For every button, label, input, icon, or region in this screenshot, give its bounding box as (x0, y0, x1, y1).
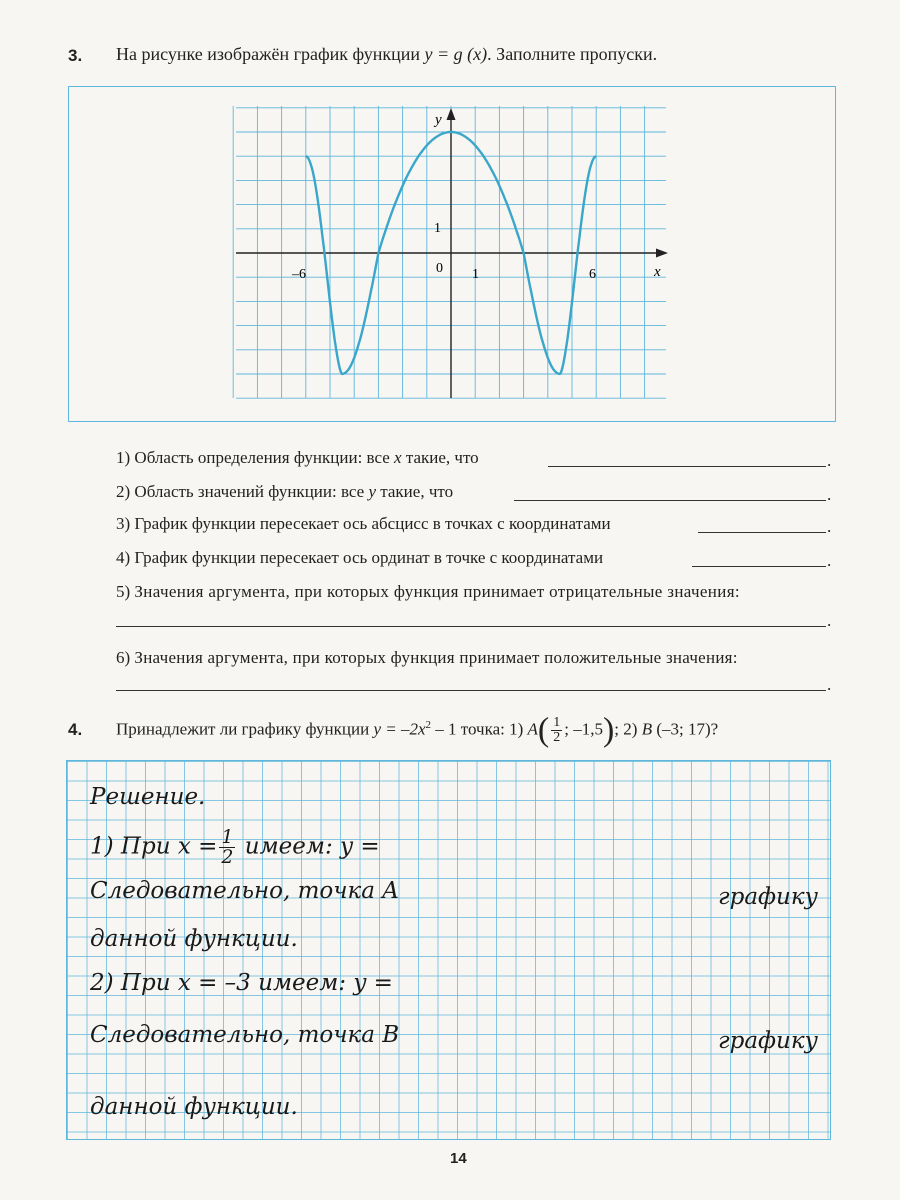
question-1-text-end: такие, что (401, 448, 479, 467)
origin-label: 0 (436, 261, 443, 276)
task-3-function: y = g (x) (424, 44, 488, 64)
answer-dot-2: . (827, 485, 832, 504)
point-a-fraction-num: 1 (553, 715, 561, 730)
y-axis-label: y (435, 112, 442, 128)
question-3-number: 3) (116, 514, 131, 533)
question-1-text: Область определения функции: все (134, 448, 395, 467)
solution-line-1 (90, 828, 380, 867)
x-axis-arrow (656, 249, 668, 258)
task-4-function-exp: 2 (425, 718, 432, 731)
question-2-var: y (368, 482, 376, 501)
question-5-text: Значения аргумента, при которых функция принимает отрицательные значения: (134, 582, 740, 601)
answer-line-3[interactable] (698, 532, 826, 533)
task-3-text-suffix: . Заполните пропуски. (487, 44, 658, 64)
question-6-text: Значения аргумента, при которых функция принимает положительные значения: (134, 648, 738, 667)
point-a-label: A (527, 719, 538, 739)
task-3-number: 3. (68, 46, 83, 65)
point-b-coords: (–3; 17)? (652, 719, 719, 739)
answer-line-6[interactable] (116, 690, 826, 691)
solution-line-4: 2) При x = –3 имеем: y = (90, 970, 393, 996)
x-axis-label: x (654, 264, 661, 280)
question-1 (116, 448, 479, 468)
page-number: 14 (450, 1150, 467, 1167)
question-2 (116, 482, 453, 502)
tick-x-1: 1 (472, 267, 479, 282)
task-4-mid: ; 2) (614, 719, 642, 739)
question-3-text: График функции пересекает ось абсцисс в точках с координатами (134, 514, 611, 533)
answer-dot-5: . (827, 611, 832, 630)
point-b-label: B (641, 719, 653, 739)
solution-fraction (219, 828, 235, 867)
task-4-text-prefix: Принадлежит ли графику функции (116, 719, 374, 739)
answer-dot-1: . (827, 451, 832, 470)
answer-line-2[interactable] (514, 500, 826, 501)
task-4-function: y = –2x (373, 719, 426, 739)
answer-line-5[interactable] (116, 626, 826, 627)
task-4-function-rest: – 1 точка: 1) (431, 719, 528, 739)
solution-line-3: данной функции. (90, 926, 298, 952)
question-6 (116, 648, 738, 668)
solution-fraction-den: 2 (221, 846, 234, 868)
task-4-number: 4. (68, 720, 83, 739)
question-2-number: 2) (116, 482, 131, 501)
solution-fraction-num: 1 (221, 826, 234, 848)
graph-axes (236, 108, 668, 398)
question-2-text-end: такие, что (375, 482, 454, 501)
task-4-text (116, 711, 719, 749)
question-1-var: x (394, 448, 402, 467)
y-axis-arrow (447, 108, 456, 120)
point-a-close-paren: ) (602, 711, 615, 749)
answer-dot-6: . (827, 675, 832, 694)
solution-line-2-right: графику (718, 884, 818, 910)
point-a-open-paren: ( (537, 711, 550, 749)
question-6-number: 6) (116, 648, 131, 667)
question-5 (116, 582, 740, 602)
point-a-rest: ; –1,5 (564, 719, 603, 739)
solution-line-5: Следовательно, точка B (90, 1022, 400, 1048)
graph-grid (233, 106, 666, 398)
point-a-fraction-den: 2 (553, 730, 561, 745)
solution-line-2: Следовательно, точка A (90, 878, 399, 904)
task-3-text-prefix: На рисунке изображён график функции (116, 44, 425, 64)
question-4-text: График функции пересекает ось ординат в точке с координатами (134, 548, 604, 567)
tick-x-neg6: –6 (292, 267, 306, 282)
solution-line-1-post: имеем: y = (237, 833, 380, 860)
question-4 (116, 548, 603, 568)
answer-line-1[interactable] (548, 466, 826, 467)
question-5-number: 5) (116, 582, 131, 601)
tick-y-1: 1 (434, 221, 441, 236)
solution-heading: Решение. (90, 784, 206, 810)
question-2-text: Область значений функции: все (134, 482, 369, 501)
solution-line-5-right: графику (718, 1028, 818, 1054)
question-1-number: 1) (116, 448, 131, 467)
point-a-fraction (551, 716, 562, 745)
answer-dot-4: . (827, 551, 832, 570)
solution-line-1-pre: 1) При x = (90, 833, 218, 860)
question-3 (116, 514, 611, 534)
tick-x-6: 6 (589, 267, 596, 282)
answer-line-4[interactable] (692, 566, 826, 567)
answer-dot-3: . (827, 517, 832, 536)
question-4-number: 4) (116, 548, 131, 567)
solution-line-6: данной функции. (90, 1094, 298, 1120)
